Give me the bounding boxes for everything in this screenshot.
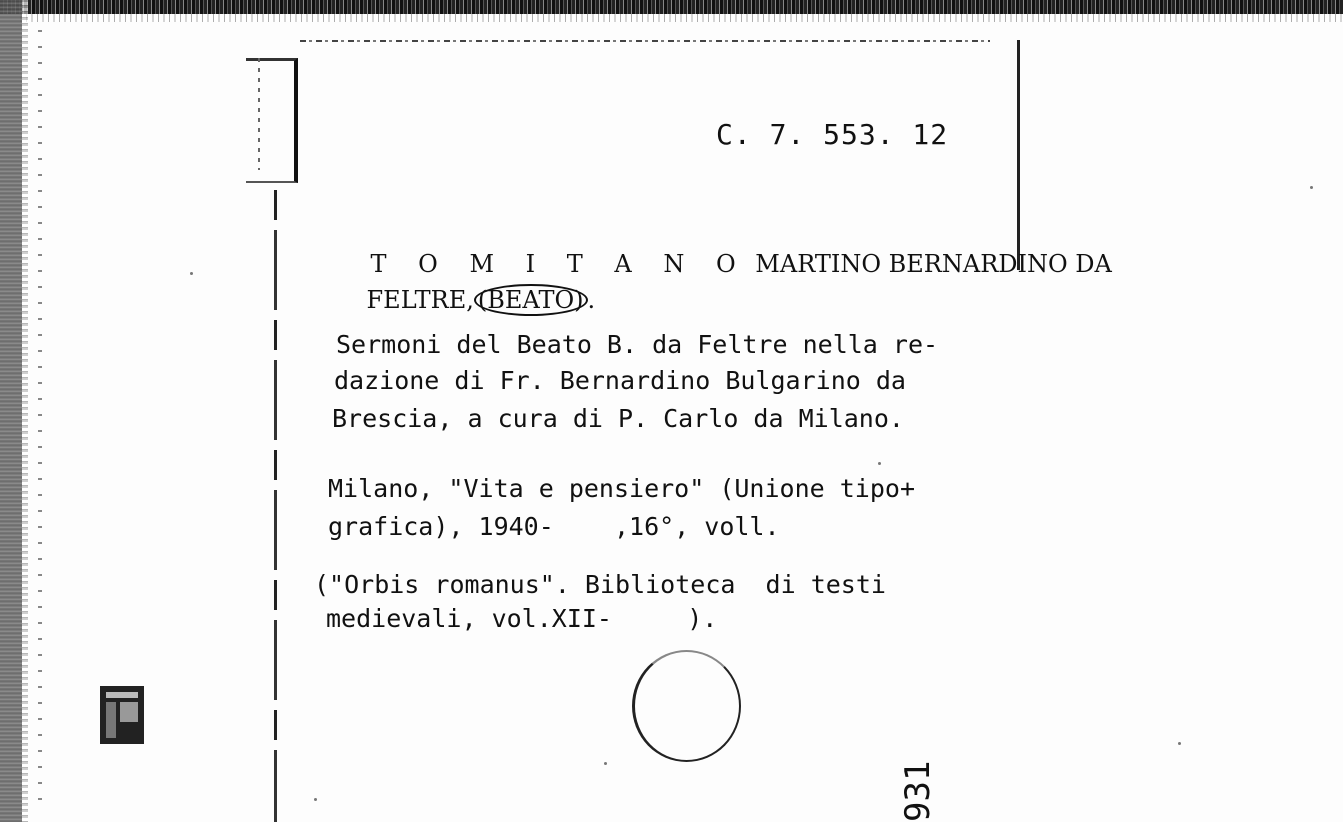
side-number: 931	[898, 760, 938, 822]
scan-speck	[1178, 742, 1181, 745]
heading-period: .	[587, 286, 596, 314]
imprint-line-1: Milano, "Vita e pensiero" (Unione tipo+	[328, 474, 915, 503]
scan-left-border	[0, 0, 22, 822]
scan-top-border	[0, 0, 1343, 14]
author-surname: T O M I T A N O	[370, 250, 748, 278]
card-tab-bracket	[246, 58, 298, 183]
scan-left-edge	[22, 0, 28, 822]
card-left-edge	[274, 190, 277, 822]
title-line-2: dazione di Fr. Bernardino Bulgarino da	[334, 366, 906, 395]
author-epithet: (BEATO)	[474, 284, 588, 316]
scan-speck	[878, 462, 881, 465]
title-line-1: Sermoni del Beato B. da Feltre nella re-	[336, 330, 939, 359]
card-tab-dots	[258, 58, 260, 170]
scan-left-dots	[38, 30, 42, 810]
scan-top-noise	[20, 14, 1343, 22]
scan-speck	[314, 798, 317, 801]
scan-speck	[604, 762, 607, 765]
series-line-1: ("Orbis romanus". Biblioteca di testi	[314, 570, 886, 599]
card-top-edge	[300, 40, 990, 42]
scan-speck	[1310, 186, 1313, 189]
imprint-line-2: grafica), 1940- ,16°, voll.	[328, 512, 780, 541]
paper-clip-icon	[98, 684, 146, 746]
scan-speck	[190, 272, 193, 275]
author-given-names: MARTINO BERNARDINO DA	[747, 250, 1112, 278]
call-number: C. 7. 553. 12	[716, 118, 949, 151]
stamp-circle-icon	[632, 650, 741, 762]
series-line-2: medievali, vol.XII- ).	[326, 604, 718, 633]
title-line-3: Brescia, a cura di P. Carlo da Milano.	[332, 404, 904, 433]
author-place: FELTRE,	[366, 286, 474, 314]
